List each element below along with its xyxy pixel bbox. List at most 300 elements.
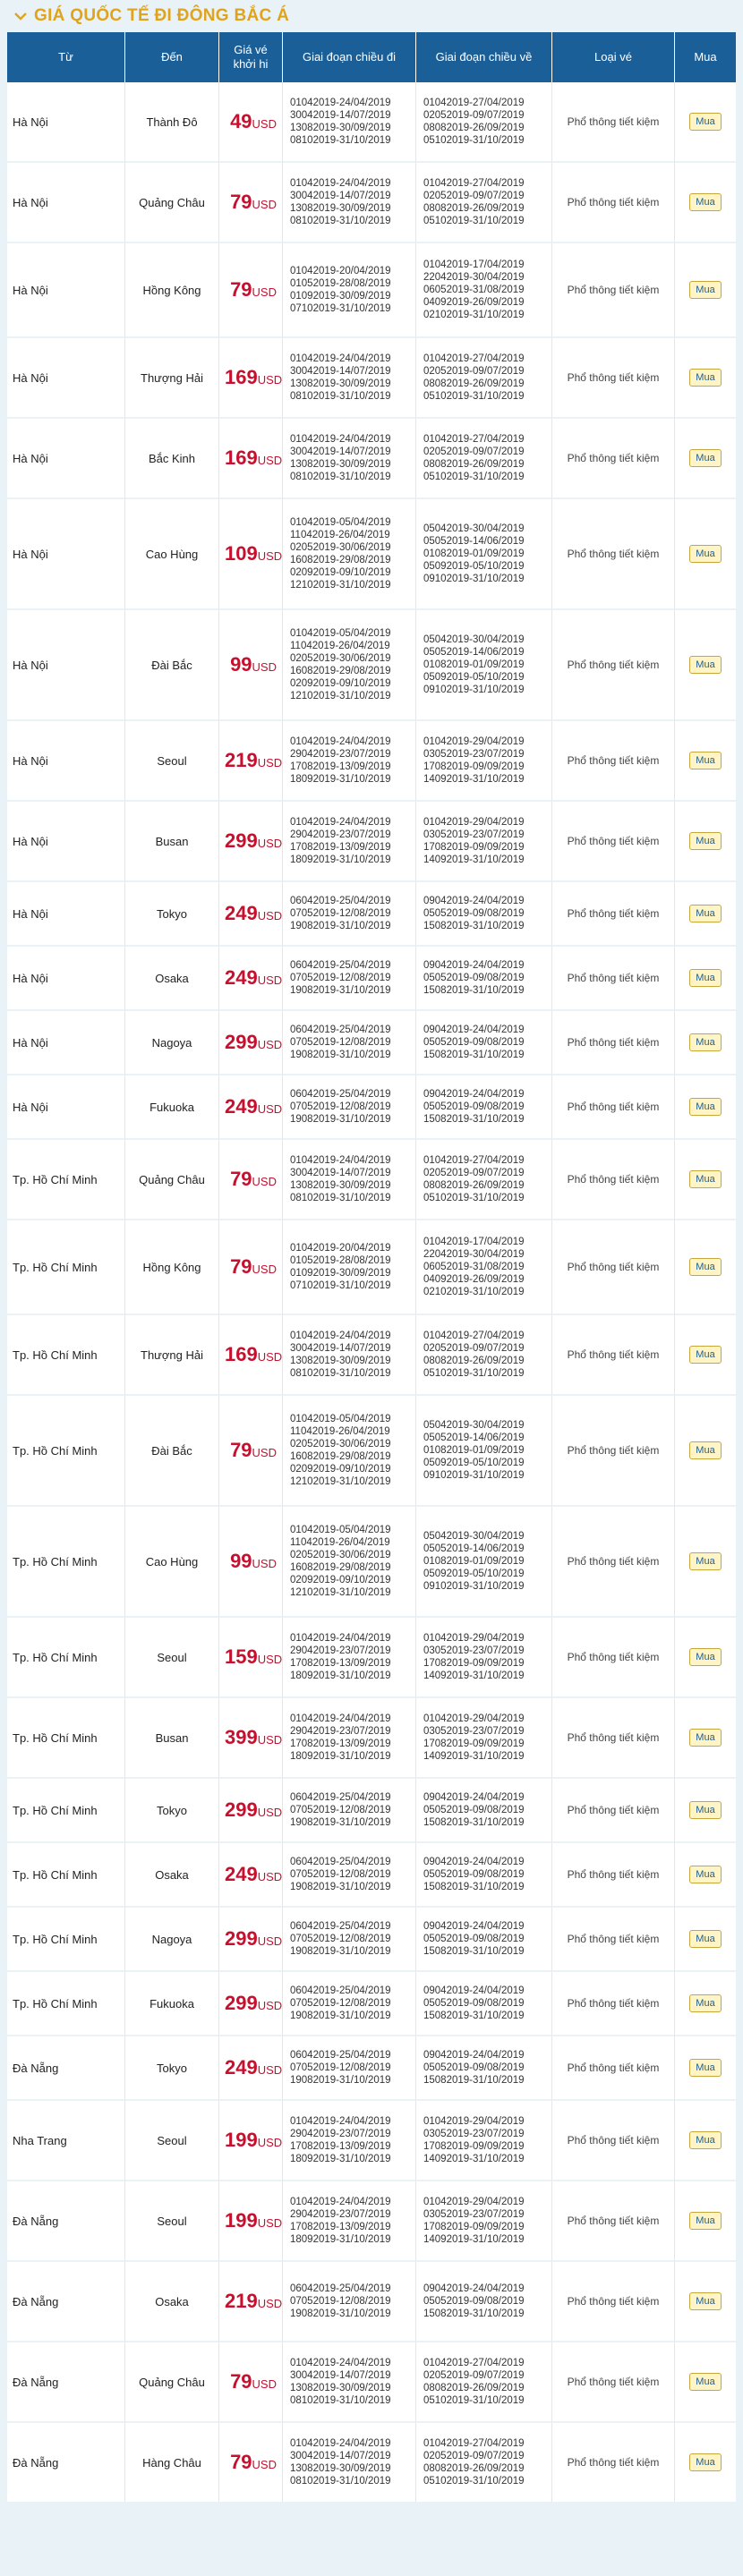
buy-cell	[675, 1908, 736, 1972]
outbound-date-range: 18092019-31/10/2019	[290, 2154, 391, 2164]
inbound-date-range: 05102019-31/10/2019	[423, 391, 525, 402]
table-row	[7, 1843, 736, 1908]
from-city: Tp. Hồ Chí Minh	[7, 1220, 125, 1315]
ticket-type: Phổ thông tiết kiệm	[552, 2423, 675, 2504]
inbound-date-range: 01042019-29/04/2019	[423, 1713, 525, 1724]
inbound-dates	[416, 1843, 552, 1908]
inbound-dates	[416, 1075, 552, 1140]
inbound-date-range: 05052019-09/08/2019	[423, 1869, 525, 1880]
inbound-date-range: 08082019-26/09/2019	[423, 2463, 525, 2474]
to-city: Quảng Châu	[125, 1140, 219, 1220]
price-currency: USD	[252, 1175, 277, 1188]
outbound-date-range: 01042019-24/04/2019	[290, 1155, 391, 1166]
buy-button[interactable]: Mua	[689, 449, 721, 467]
buy-button[interactable]: Mua	[689, 1994, 721, 2012]
from-city: Hà Nội	[7, 947, 125, 1011]
outbound-date-range: 17082019-13/09/2019	[290, 1658, 391, 1669]
price-currency: USD	[257, 1350, 283, 1364]
price-value: 249	[225, 2056, 258, 2079]
to-city: Thượng Hải	[125, 1315, 219, 1396]
buy-cell	[675, 2036, 736, 2101]
outbound-date-range: 02052019-30/06/2019	[290, 1550, 391, 1560]
ticket-type: Phổ thông tiết kiệm	[552, 1011, 675, 1075]
price-currency: USD	[257, 1653, 283, 1666]
ticket-type: Phổ thông tiết kiệm	[552, 2181, 675, 2262]
buy-cell	[675, 2262, 736, 2342]
inbound-date-range: 15082019-31/10/2019	[423, 985, 525, 996]
inbound-dates	[416, 1618, 552, 1698]
price-value: 199	[225, 2129, 258, 2151]
buy-cell	[675, 1779, 736, 1843]
buy-button[interactable]: Mua	[689, 113, 721, 131]
to-city: Fukuoka	[125, 1972, 219, 2036]
outbound-date-range: 08102019-31/10/2019	[290, 216, 391, 226]
to-city: Seoul	[125, 1618, 219, 1698]
inbound-date-range: 01042019-29/04/2019	[423, 1633, 525, 1644]
buy-cell	[675, 882, 736, 947]
ticket-type: Phổ thông tiết kiệm	[552, 243, 675, 338]
price-currency: USD	[257, 1870, 283, 1883]
inbound-dates	[416, 1396, 552, 1507]
outbound-date-range: 06042019-25/04/2019	[290, 1089, 391, 1100]
inbound-date-range: 09102019-31/10/2019	[423, 684, 525, 695]
price-cell	[219, 802, 283, 882]
outbound-date-range: 07052019-12/08/2019	[290, 2296, 391, 2307]
buy-button[interactable]: Mua	[689, 1258, 721, 1276]
buy-button[interactable]: Mua	[689, 1346, 721, 1364]
outbound-date-range: 01042019-24/04/2019	[290, 1331, 391, 1341]
price-value: 249	[225, 902, 258, 924]
table-row	[7, 947, 736, 1011]
inbound-date-range: 14092019-31/10/2019	[423, 2154, 525, 2164]
price-cell	[219, 947, 283, 1011]
price-currency: USD	[257, 2063, 283, 2077]
buy-button[interactable]: Mua	[689, 969, 721, 987]
page-title: GIÁ QUỐC TẾ ĐI ĐÔNG BẮC Á	[34, 6, 290, 25]
inbound-date-range: 02052019-09/07/2019	[423, 366, 525, 377]
outbound-date-range: 01042019-24/04/2019	[290, 2116, 391, 2127]
buy-button[interactable]: Mua	[689, 1441, 721, 1459]
buy-cell	[675, 802, 736, 882]
outbound-date-range: 06042019-25/04/2019	[290, 1857, 391, 1867]
table-row	[7, 721, 736, 802]
price-currency: USD	[252, 1557, 277, 1570]
outbound-date-range: 02052019-30/06/2019	[290, 542, 391, 553]
outbound-date-range: 30042019-14/07/2019	[290, 2451, 391, 2461]
section-header	[7, 0, 736, 32]
inbound-date-range: 03052019-23/07/2019	[423, 2129, 525, 2139]
outbound-dates	[283, 2423, 416, 2504]
buy-button[interactable]: Mua	[689, 2131, 721, 2149]
outbound-dates	[283, 243, 416, 338]
price-value: 249	[225, 966, 258, 989]
price-currency: USD	[252, 285, 277, 299]
ticket-type: Phổ thông tiết kiệm	[552, 163, 675, 243]
buy-cell	[675, 2342, 736, 2423]
buy-button[interactable]: Mua	[689, 1801, 721, 1819]
from-city: Tp. Hồ Chí Minh	[7, 1140, 125, 1220]
table-row	[7, 1507, 736, 1618]
price-cell	[219, 1507, 283, 1618]
outbound-dates	[283, 802, 416, 882]
price-currency: USD	[257, 2136, 283, 2149]
price-cell	[219, 1972, 283, 2036]
buy-button[interactable]: Mua	[689, 2212, 721, 2230]
from-city: Tp. Hồ Chí Minh	[7, 1698, 125, 1779]
price-cell	[219, 1140, 283, 1220]
table-row	[7, 802, 736, 882]
outbound-dates	[283, 499, 416, 610]
buy-button[interactable]: Mua	[689, 1170, 721, 1188]
inbound-date-range: 09102019-31/10/2019	[423, 574, 525, 584]
buy-button[interactable]: Mua	[689, 2373, 721, 2391]
outbound-dates	[283, 338, 416, 419]
buy-cell	[675, 499, 736, 610]
inbound-date-range: 09042019-24/04/2019	[423, 1857, 525, 1867]
outbound-date-range: 01092019-30/09/2019	[290, 1268, 391, 1279]
inbound-date-range: 15082019-31/10/2019	[423, 1882, 525, 1892]
buy-button[interactable]: Mua	[689, 1552, 721, 1570]
price-currency: USD	[257, 454, 283, 467]
buy-cell	[675, 610, 736, 721]
inbound-date-range: 05052019-09/08/2019	[423, 1805, 525, 1815]
from-city: Hà Nội	[7, 1075, 125, 1140]
fare-table	[7, 32, 736, 2504]
outbound-date-range: 11042019-26/04/2019	[290, 1537, 390, 1548]
inbound-date-range: 15082019-31/10/2019	[423, 1946, 525, 1957]
outbound-date-range: 01042019-24/04/2019	[290, 2197, 391, 2207]
buy-cell	[675, 1075, 736, 1140]
inbound-date-range: 01042019-27/04/2019	[423, 98, 525, 108]
outbound-dates	[283, 2262, 416, 2342]
inbound-date-range: 05042019-30/04/2019	[423, 523, 525, 534]
inbound-date-range: 17082019-09/09/2019	[423, 1658, 525, 1669]
to-city: Hồng Kông	[125, 1220, 219, 1315]
outbound-date-range: 02052019-30/06/2019	[290, 1439, 391, 1450]
inbound-date-range: 22042019-30/04/2019	[423, 272, 525, 283]
price-currency: USD	[252, 2377, 277, 2391]
from-city: Hà Nội	[7, 802, 125, 882]
outbound-date-range: 29042019-23/07/2019	[290, 1645, 391, 1656]
outbound-date-range: 02092019-09/10/2019	[290, 567, 391, 578]
col-inbound-header: Giai đoạn chiều về	[416, 32, 552, 82]
inbound-date-range: 15082019-31/10/2019	[423, 1114, 525, 1125]
price-value: 79	[230, 2451, 252, 2473]
outbound-date-range: 29042019-23/07/2019	[290, 829, 391, 840]
outbound-date-range: 16082019-29/08/2019	[290, 1451, 391, 1462]
ticket-type: Phổ thông tiết kiệm	[552, 1972, 675, 2036]
outbound-date-range: 02092019-09/10/2019	[290, 678, 391, 689]
outbound-date-range: 13082019-30/09/2019	[290, 1180, 391, 1191]
outbound-dates	[283, 1507, 416, 1618]
from-city: Tp. Hồ Chí Minh	[7, 1315, 125, 1396]
from-city: Hà Nội	[7, 499, 125, 610]
outbound-date-range: 01042019-05/04/2019	[290, 1414, 391, 1424]
table-row	[7, 338, 736, 419]
inbound-date-range: 01042019-27/04/2019	[423, 1331, 525, 1341]
buy-cell	[675, 82, 736, 163]
buy-cell	[675, 1011, 736, 1075]
price-value: 99	[230, 1550, 252, 1572]
outbound-date-range: 30042019-14/07/2019	[290, 2370, 391, 2381]
price-currency: USD	[257, 2216, 283, 2230]
from-city: Hà Nội	[7, 82, 125, 163]
price-cell	[219, 2262, 283, 2342]
inbound-date-range: 04092019-26/09/2019	[423, 297, 525, 308]
outbound-dates	[283, 1140, 416, 1220]
price-cell	[219, 2036, 283, 2101]
inbound-date-range: 05052019-14/06/2019	[423, 1433, 525, 1443]
price-cell	[219, 2423, 283, 2504]
outbound-dates	[283, 1075, 416, 1140]
inbound-date-range: 02052019-09/07/2019	[423, 2451, 525, 2461]
price-value: 299	[225, 1031, 258, 1053]
buy-button[interactable]: Mua	[689, 752, 721, 769]
price-currency: USD	[252, 198, 277, 211]
buy-cell	[675, 1396, 736, 1507]
outbound-date-range: 06042019-25/04/2019	[290, 1792, 391, 1803]
price-cell	[219, 243, 283, 338]
table-row	[7, 1779, 736, 1843]
price-value: 299	[225, 829, 258, 852]
buy-button[interactable]: Mua	[689, 832, 721, 850]
buy-button[interactable]: Mua	[689, 905, 721, 922]
buy-button[interactable]: Mua	[689, 193, 721, 211]
price-currency: USD	[257, 756, 283, 769]
inbound-date-range: 05042019-30/04/2019	[423, 1531, 525, 1542]
outbound-date-range: 19082019-31/10/2019	[290, 985, 391, 996]
outbound-date-range: 01042019-24/04/2019	[290, 353, 391, 364]
outbound-date-range: 01052019-28/08/2019	[290, 278, 391, 289]
outbound-date-range: 30042019-14/07/2019	[290, 110, 391, 121]
buy-button[interactable]: Mua	[689, 1729, 721, 1747]
price-value: 79	[230, 2370, 252, 2393]
outbound-date-range: 19082019-31/10/2019	[290, 1946, 391, 1957]
price-cell	[219, 610, 283, 721]
inbound-date-range: 05092019-05/10/2019	[423, 1569, 525, 1579]
page	[7, 0, 736, 2504]
inbound-date-range: 04092019-26/09/2019	[423, 1274, 525, 1285]
price-cell	[219, 882, 283, 947]
table-row	[7, 1396, 736, 1507]
inbound-dates	[416, 82, 552, 163]
inbound-dates	[416, 1011, 552, 1075]
inbound-dates	[416, 2262, 552, 2342]
outbound-date-range: 07052019-12/08/2019	[290, 1101, 391, 1112]
buy-button[interactable]: Mua	[689, 1648, 721, 1666]
price-value: 249	[225, 1863, 258, 1885]
price-cell	[219, 721, 283, 802]
outbound-date-range: 12102019-31/10/2019	[290, 691, 391, 701]
from-city: Tp. Hồ Chí Minh	[7, 1396, 125, 1507]
price-value: 169	[225, 446, 258, 469]
inbound-date-range: 14092019-31/10/2019	[423, 774, 525, 785]
price-cell	[219, 1011, 283, 1075]
ticket-type: Phổ thông tiết kiệm	[552, 721, 675, 802]
from-city: Đà Nẵng	[7, 2181, 125, 2262]
from-city: Tp. Hồ Chí Minh	[7, 1779, 125, 1843]
buy-button[interactable]: Mua	[689, 369, 721, 387]
buy-cell	[675, 1843, 736, 1908]
ticket-type: Phổ thông tiết kiệm	[552, 419, 675, 499]
to-city: Quảng Châu	[125, 163, 219, 243]
inbound-date-range: 01042019-17/04/2019	[423, 259, 525, 270]
inbound-date-range: 01042019-29/04/2019	[423, 817, 525, 828]
to-city: Nagoya	[125, 1908, 219, 1972]
inbound-date-range: 02102019-31/10/2019	[423, 310, 525, 320]
inbound-date-range: 05052019-09/08/2019	[423, 1934, 525, 1944]
outbound-dates	[283, 882, 416, 947]
ticket-type: Phổ thông tiết kiệm	[552, 2036, 675, 2101]
col-price-header: Giá vé khởi hi	[219, 32, 283, 82]
inbound-date-range: 01042019-29/04/2019	[423, 736, 525, 747]
ticket-type: Phổ thông tiết kiệm	[552, 882, 675, 947]
price-value: 199	[225, 2209, 258, 2232]
price-currency: USD	[257, 1038, 283, 1051]
table-row	[7, 2036, 736, 2101]
price-value: 79	[230, 1255, 252, 1278]
table-row	[7, 1618, 736, 1698]
outbound-dates	[283, 82, 416, 163]
price-cell	[219, 163, 283, 243]
inbound-date-range: 06052019-31/08/2019	[423, 1262, 525, 1272]
inbound-date-range: 03052019-23/07/2019	[423, 1645, 525, 1656]
outbound-date-range: 18092019-31/10/2019	[290, 2234, 391, 2245]
buy-button[interactable]: Mua	[689, 2059, 721, 2077]
outbound-date-range: 01042019-24/04/2019	[290, 736, 391, 747]
outbound-date-range: 13082019-30/09/2019	[290, 2463, 391, 2474]
outbound-date-range: 17082019-13/09/2019	[290, 761, 391, 772]
inbound-date-range: 03052019-23/07/2019	[423, 2209, 525, 2220]
price-value: 159	[225, 1645, 258, 1668]
ticket-type: Phổ thông tiết kiệm	[552, 82, 675, 163]
outbound-dates	[283, 419, 416, 499]
outbound-date-range: 07052019-12/08/2019	[290, 973, 391, 983]
outbound-date-range: 17082019-13/09/2019	[290, 2222, 391, 2232]
from-city: Hà Nội	[7, 419, 125, 499]
to-city: Cao Hùng	[125, 499, 219, 610]
inbound-date-range: 05052019-09/08/2019	[423, 1998, 525, 2009]
table-row	[7, 2423, 736, 2504]
inbound-date-range: 05102019-31/10/2019	[423, 216, 525, 226]
outbound-date-range: 07052019-12/08/2019	[290, 1934, 391, 1944]
to-city: Thành Đô	[125, 82, 219, 163]
price-value: 169	[225, 366, 258, 388]
buy-button[interactable]: Mua	[689, 1866, 721, 1883]
outbound-date-range: 30042019-14/07/2019	[290, 191, 391, 201]
to-city: Seoul	[125, 721, 219, 802]
outbound-date-range: 01042019-24/04/2019	[290, 178, 391, 189]
from-city: Hà Nội	[7, 1011, 125, 1075]
from-city: Tp. Hồ Chí Minh	[7, 1908, 125, 1972]
from-city: Đà Nẵng	[7, 2036, 125, 2101]
inbound-date-range: 08082019-26/09/2019	[423, 1356, 525, 1366]
inbound-date-range: 05042019-30/04/2019	[423, 1420, 525, 1431]
price-cell	[219, 499, 283, 610]
from-city: Đà Nẵng	[7, 2423, 125, 2504]
price-value: 99	[230, 653, 252, 676]
buy-button[interactable]: Mua	[689, 2292, 721, 2310]
outbound-date-range: 19082019-31/10/2019	[290, 1882, 391, 1892]
price-currency: USD	[257, 373, 283, 387]
outbound-dates	[283, 1698, 416, 1779]
buy-button[interactable]: Mua	[689, 1098, 721, 1116]
inbound-date-range: 08082019-26/09/2019	[423, 1180, 525, 1191]
to-city: Nagoya	[125, 1011, 219, 1075]
outbound-date-range: 07052019-12/08/2019	[290, 1998, 391, 2009]
buy-button[interactable]: Mua	[689, 281, 721, 299]
outbound-date-range: 08102019-31/10/2019	[290, 2476, 391, 2487]
outbound-dates	[283, 1011, 416, 1075]
inbound-date-range: 05102019-31/10/2019	[423, 2476, 525, 2487]
ticket-type: Phổ thông tiết kiệm	[552, 1698, 675, 1779]
from-city: Hà Nội	[7, 338, 125, 419]
from-city: Tp. Hồ Chí Minh	[7, 1843, 125, 1908]
buy-button[interactable]: Mua	[689, 1033, 721, 1051]
outbound-date-range: 08102019-31/10/2019	[290, 1368, 391, 1379]
buy-button[interactable]: Mua	[689, 2453, 721, 2471]
price-cell	[219, 1843, 283, 1908]
buy-cell	[675, 1220, 736, 1315]
outbound-date-range: 19082019-31/10/2019	[290, 1114, 391, 1125]
inbound-dates	[416, 163, 552, 243]
price-value: 49	[230, 110, 252, 132]
inbound-dates	[416, 1908, 552, 1972]
outbound-date-range: 06042019-25/04/2019	[290, 1985, 391, 1996]
table-row	[7, 2101, 736, 2181]
outbound-dates	[283, 721, 416, 802]
table-row	[7, 1315, 736, 1396]
outbound-date-range: 02092019-09/10/2019	[290, 1464, 391, 1475]
from-city: Đà Nẵng	[7, 2342, 125, 2423]
ticket-type: Phổ thông tiết kiệm	[552, 1315, 675, 1396]
col-ticket-type-header: Loại vé	[552, 32, 675, 82]
outbound-date-range: 01042019-20/04/2019	[290, 266, 391, 276]
buy-button[interactable]: Mua	[689, 656, 721, 674]
inbound-date-range: 08082019-26/09/2019	[423, 2383, 525, 2393]
ticket-type: Phổ thông tiết kiệm	[552, 2342, 675, 2423]
inbound-date-range: 01042019-17/04/2019	[423, 1237, 525, 1247]
buy-button[interactable]: Mua	[689, 1930, 721, 1948]
inbound-date-range: 09042019-24/04/2019	[423, 1024, 525, 1035]
buy-cell	[675, 243, 736, 338]
inbound-dates	[416, 1315, 552, 1396]
price-currency: USD	[257, 2297, 283, 2310]
outbound-date-range: 29042019-23/07/2019	[290, 2129, 391, 2139]
ticket-type: Phổ thông tiết kiệm	[552, 1779, 675, 1843]
outbound-date-range: 01042019-24/04/2019	[290, 817, 391, 828]
ticket-type: Phổ thông tiết kiệm	[552, 1220, 675, 1315]
buy-button[interactable]: Mua	[689, 545, 721, 563]
ticket-type: Phổ thông tiết kiệm	[552, 338, 675, 419]
outbound-date-range: 06042019-25/04/2019	[290, 2050, 391, 2061]
buy-cell	[675, 419, 736, 499]
outbound-date-range: 11042019-26/04/2019	[290, 641, 390, 651]
inbound-dates	[416, 610, 552, 721]
outbound-date-range: 08102019-31/10/2019	[290, 472, 391, 482]
inbound-dates	[416, 1779, 552, 1843]
inbound-dates	[416, 2423, 552, 2504]
outbound-date-range: 29042019-23/07/2019	[290, 1726, 391, 1737]
inbound-dates	[416, 721, 552, 802]
inbound-dates	[416, 1972, 552, 2036]
inbound-dates	[416, 2181, 552, 2262]
outbound-date-range: 07102019-31/10/2019	[290, 303, 391, 314]
to-city: Hàng Châu	[125, 2423, 219, 2504]
inbound-date-range: 01042019-27/04/2019	[423, 178, 525, 189]
to-city: Seoul	[125, 2181, 219, 2262]
inbound-date-range: 15082019-31/10/2019	[423, 2075, 525, 2086]
